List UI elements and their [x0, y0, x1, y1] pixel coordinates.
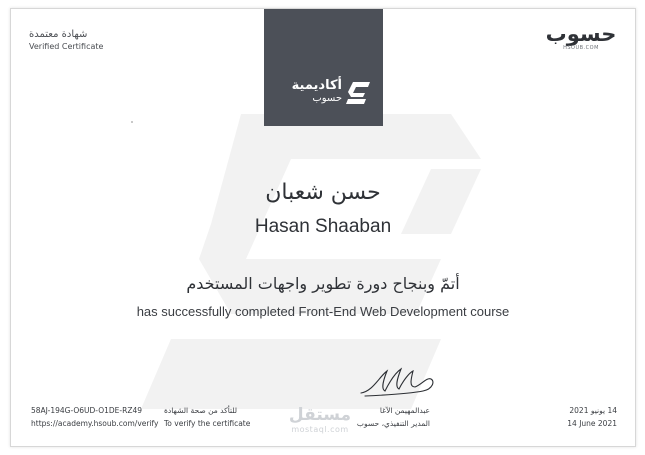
recipient-name-en: Hasan Shaaban	[254, 216, 392, 237]
achievement-ar: أتمّ وبنجاح دورة تطوير واجهات المستخدم	[186, 274, 460, 293]
mostaql-watermark-en: mostaql.com	[291, 425, 349, 434]
issue-date-ar: 14 يونيو 2021	[569, 406, 617, 415]
academy-badge-text	[264, 79, 342, 105]
signer-name: عبدالمهيمن الآغا	[379, 406, 430, 415]
verified-label	[29, 29, 103, 52]
academy-badge	[264, 8, 383, 126]
signature-icon	[357, 365, 443, 399]
academy-badge-subtitle: حسوب	[312, 93, 342, 104]
mostaql-watermark-ar: مستقل	[288, 405, 352, 425]
hsoub-logo-text: حسوب	[545, 22, 617, 46]
recipient-name-ar: حسن شعبان	[265, 180, 381, 205]
verified-label-en: Verified Certificate	[29, 42, 104, 51]
verify-url[interactable]: https://academy.hsoub.com/verify	[31, 419, 159, 428]
hsoub-logo	[545, 23, 617, 53]
issue-date	[567, 404, 617, 430]
academy-logo-icon	[346, 80, 372, 106]
verify-note-en: To verify the certificate	[164, 419, 251, 428]
issue-date-en: 14 June 2021	[567, 419, 617, 428]
decorative-dot	[131, 121, 133, 123]
verified-label-ar: شهادة معتمدة	[29, 29, 88, 40]
verify-note-ar: للتأكد من صحة الشهادة	[164, 406, 238, 415]
signer-title: المدير التنفيذي، حسوب	[356, 419, 430, 428]
achievement-en: has successfully completed Front-End Web Development course	[136, 304, 510, 319]
verify-note	[164, 404, 250, 430]
certificate-code	[31, 404, 159, 430]
signer	[340, 404, 430, 430]
academy-badge-title: أكاديمية	[291, 78, 342, 93]
certificate	[10, 8, 636, 447]
certificate-code-value: 58AJ-194G-O6UD-O1DE-RZ49	[31, 406, 143, 415]
hsoub-logo-domain: HSOUB.COM	[563, 45, 599, 51]
